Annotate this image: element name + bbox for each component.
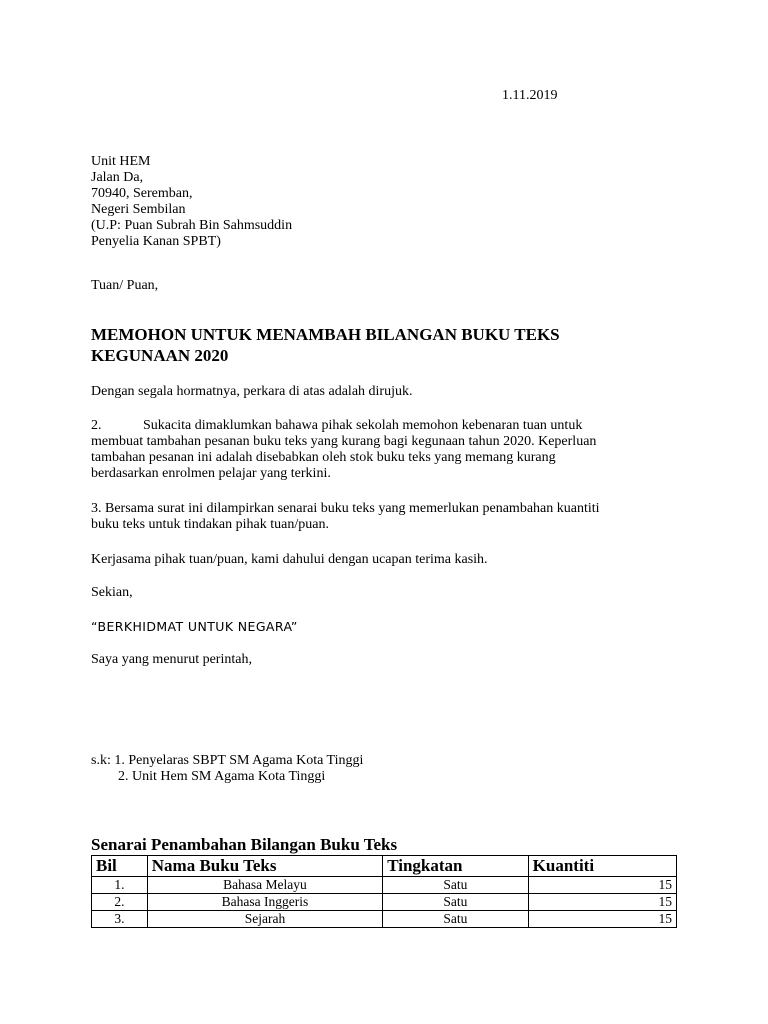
cell-nama: Bahasa Inggeris xyxy=(147,894,382,911)
paragraph-line: 3. Bersama surat ini dilampirkan senarai buku teks yang memerlukan penambahan kuantiti xyxy=(91,501,600,516)
paragraph-line: Sukacita dimaklumkan bahawa pihak sekolah memohon kebenaran tuan untuk xyxy=(143,418,583,433)
book-table xyxy=(91,855,677,928)
address-line: Jalan Da, xyxy=(91,170,144,185)
header-bil: Bil xyxy=(92,856,148,877)
table-title: Senarai Penambahan Bilangan Buku Teks xyxy=(91,835,398,854)
motto: “BERKHIDMAT UNTUK NEGARA” xyxy=(91,619,298,634)
letter-subject xyxy=(91,324,560,366)
cell-bil: 2. xyxy=(92,894,148,911)
address-line: Penyelia Kanan SPBT) xyxy=(91,234,221,249)
salutation: Tuan/ Puan, xyxy=(91,278,159,293)
cell-kuantiti: 15 xyxy=(528,911,676,928)
paragraph-line: tambahan pesanan ini adalah disebabkan oleh stok buku teks yang memang kurang xyxy=(91,450,556,465)
header-tingkatan: Tingkatan xyxy=(383,856,528,877)
table-row xyxy=(92,911,677,928)
address-line: 70940, Seremban, xyxy=(91,186,193,201)
paragraph-3 xyxy=(91,501,600,533)
paragraph-number: 2. xyxy=(91,418,102,433)
address-line: Unit HEM xyxy=(91,154,151,169)
paragraph-line: buku teks untuk tindakan pihak tuan/puan. xyxy=(91,517,329,532)
subject-line: MEMOHON UNTUK MENAMBAH BILANGAN BUKU TEKS xyxy=(91,325,560,344)
cell-tingkatan: Satu xyxy=(383,911,528,928)
cell-bil: 1. xyxy=(92,877,148,894)
sign-off: Saya yang menurut perintah, xyxy=(91,652,252,667)
cell-kuantiti: 15 xyxy=(528,894,676,911)
paragraph-intro: Dengan segala hormatnya, perkara di atas adalah dirujuk. xyxy=(91,384,413,399)
recipient-address xyxy=(91,154,292,250)
paragraph-thanks: Kerjasama pihak tuan/puan, kami dahului dengan ucapan terima kasih. xyxy=(91,552,488,567)
cell-kuantiti: 15 xyxy=(528,877,676,894)
table-row xyxy=(92,894,677,911)
cc-line-2: 2. Unit Hem SM Agama Kota Tinggi xyxy=(118,769,326,784)
address-line: (U.P: Puan Subrah Bin Sahmsuddin xyxy=(91,218,293,233)
paragraph-2 xyxy=(91,418,596,482)
cell-nama: Bahasa Melayu xyxy=(147,877,382,894)
paragraph-line: berdasarkan enrolmen pelajar yang terkini. xyxy=(91,466,331,481)
cell-nama: Sejarah xyxy=(147,911,382,928)
paragraph-line: membuat tambahan pesanan buku teks yang kurang bagi kegunaan tahun 2020. Keperluan xyxy=(91,434,597,449)
address-line: Negeri Sembilan xyxy=(91,202,186,217)
closing: Sekian, xyxy=(91,585,133,600)
table-header-row xyxy=(92,856,677,877)
cell-tingkatan: Satu xyxy=(383,894,528,911)
header-kuantiti: Kuantiti xyxy=(528,856,676,877)
cc-line-1: s.k: 1. Penyelaras SBPT SM Agama Kota Tinggi xyxy=(91,753,364,768)
cell-bil: 3. xyxy=(92,911,148,928)
header-nama: Nama Buku Teks xyxy=(147,856,382,877)
letter-date: 1.11.2019 xyxy=(502,88,558,103)
cell-tingkatan: Satu xyxy=(383,877,528,894)
subject-line: KEGUNAAN 2020 xyxy=(91,346,229,365)
table-row xyxy=(92,877,677,894)
